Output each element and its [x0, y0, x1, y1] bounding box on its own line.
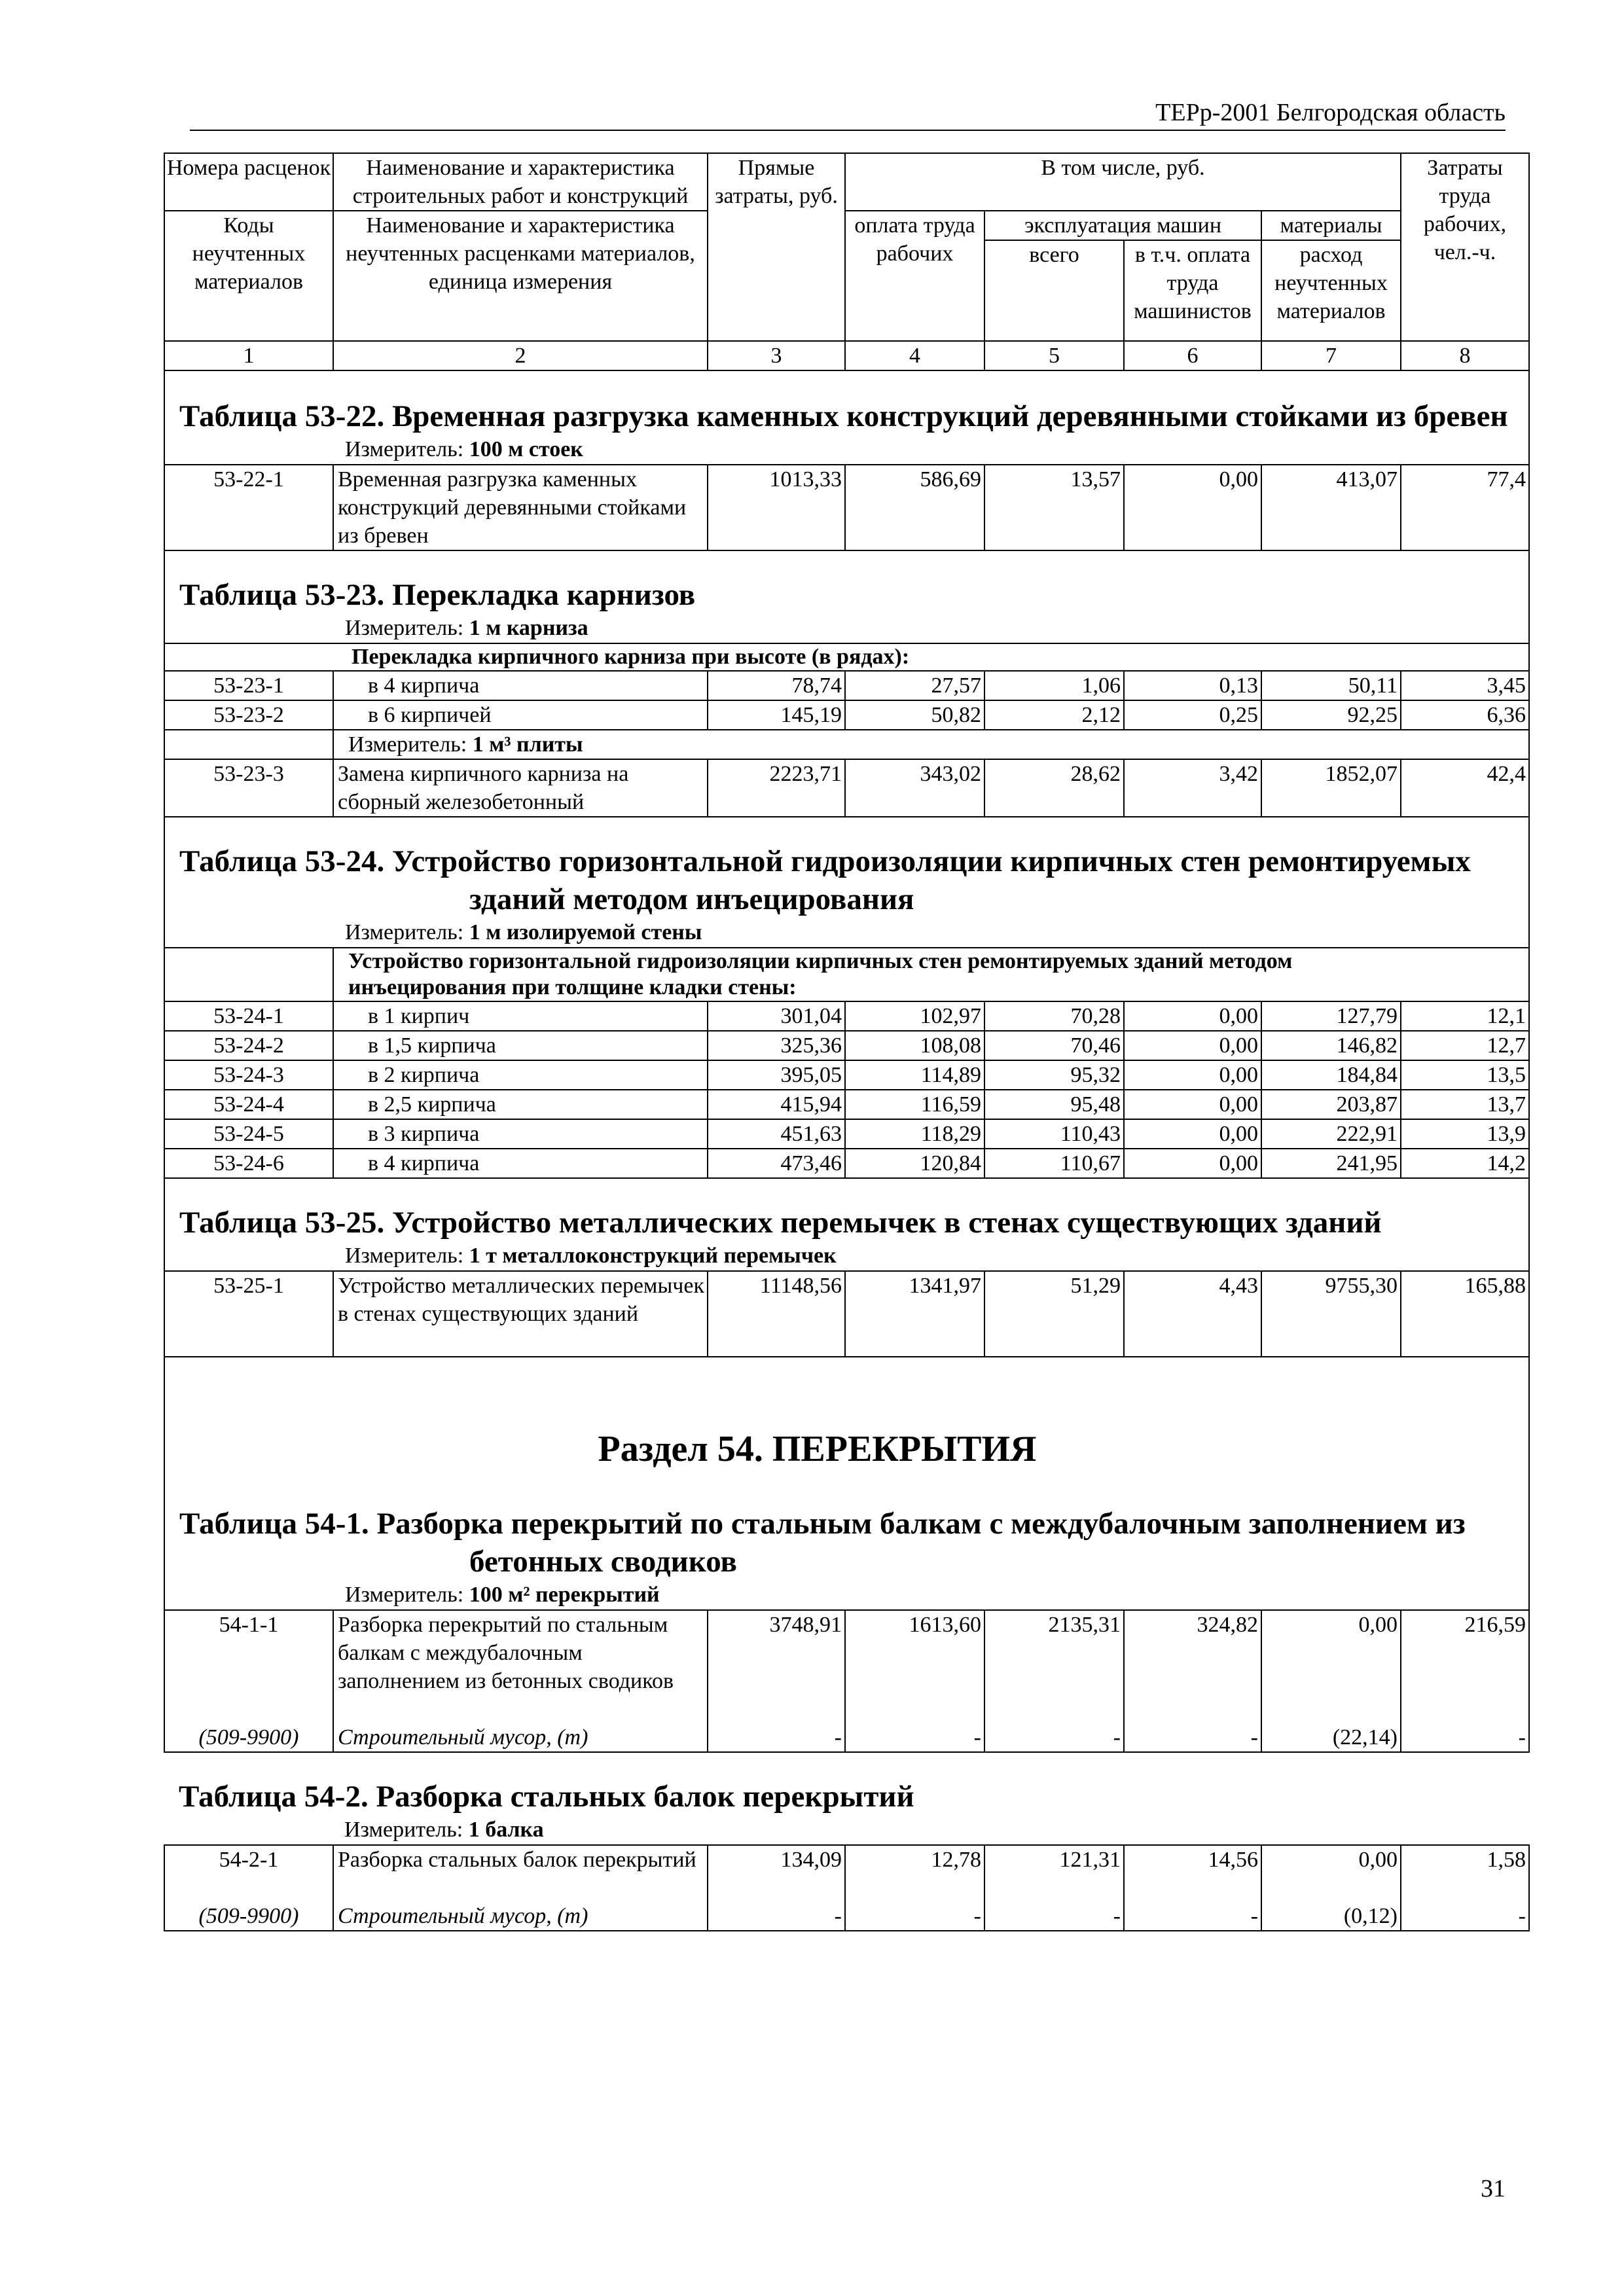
direct-costs: 415,94: [708, 1090, 845, 1119]
table-row: [164, 759, 1529, 817]
header-col1-bottom: Коды неучтенных материалов: [164, 211, 333, 341]
group-heading-row: [164, 643, 1529, 671]
page-number: 31: [1481, 2175, 1506, 2202]
direct-costs: 395,05: [708, 1060, 845, 1090]
rate-code: 53-24-1: [164, 1001, 333, 1031]
empty-cell: [164, 730, 333, 759]
measure-line: [165, 614, 1528, 643]
table-row: [164, 465, 1529, 550]
work-name: Временная разгрузка каменных конструкций деревянными стойками из бревен: [333, 465, 708, 550]
work-name: Разборка стальных балок перекрытий: [333, 1845, 708, 1902]
materials: 9755,30: [1261, 1271, 1401, 1357]
labor-hours: 13,7: [1401, 1090, 1529, 1119]
direct-costs: 78,74: [708, 671, 845, 700]
table-title: Таблица 53-22. Временная разгрузка каменных конструкций деревянными стойками из бревен: [179, 399, 1508, 433]
measure-line: [165, 435, 1528, 464]
header-machines-total: всего: [984, 240, 1124, 341]
labor-hours: 42,4: [1401, 759, 1529, 817]
worker-pay: 343,02: [845, 759, 984, 817]
operator-pay: 0,00: [1124, 1031, 1261, 1060]
worker-pay: 102,97: [845, 1001, 984, 1031]
labor-hours: -: [1401, 1723, 1529, 1752]
machines-total: 95,48: [984, 1090, 1124, 1119]
table-row: [164, 1271, 1529, 1357]
materials: 413,07: [1261, 465, 1401, 550]
header-col1-top: Номера расценок: [164, 153, 333, 211]
worker-pay: 50,82: [845, 700, 984, 730]
worker-pay: 118,29: [845, 1119, 984, 1149]
header-column-numbers: [164, 341, 1529, 370]
labor-hours: 3,45: [1401, 671, 1529, 700]
table-row: [164, 1090, 1529, 1119]
worker-pay: 116,59: [845, 1090, 984, 1119]
table-title: Таблица 53-23. Перекладка карнизов: [179, 578, 696, 612]
column-number: 8: [1401, 341, 1529, 370]
machines-total: 51,29: [984, 1271, 1124, 1357]
column-number: 3: [708, 341, 845, 370]
direct-costs: 451,63: [708, 1119, 845, 1149]
worker-pay: 1341,97: [845, 1271, 984, 1357]
work-name: в 2 кирпича: [333, 1060, 708, 1090]
labor-hours: 13,5: [1401, 1060, 1529, 1090]
machines-total: 13,57: [984, 465, 1124, 550]
materials: 127,79: [1261, 1001, 1401, 1031]
measure-label: Измеритель:: [344, 1818, 463, 1842]
rate-code: 54-2-1: [164, 1845, 333, 1902]
materials: 0,00: [1261, 1610, 1401, 1723]
machines-total: -: [984, 1723, 1124, 1752]
header-col2-bottom: Наименование и характеристика неучтенных расценками материалов, единица измерения: [333, 211, 708, 341]
measure-line: [165, 1242, 1528, 1270]
materials: 146,82: [1261, 1031, 1401, 1060]
direct-costs: 145,19: [708, 700, 845, 730]
machines-total: 110,43: [984, 1119, 1124, 1149]
table-row: [164, 1149, 1529, 1178]
column-number: 6: [1124, 341, 1261, 370]
machines-total: -: [984, 1902, 1124, 1931]
empty-cell: [164, 948, 333, 1001]
materials: 241,95: [1261, 1149, 1401, 1178]
machines-total: 70,46: [984, 1031, 1124, 1060]
labor-hours: 165,88: [1401, 1271, 1529, 1357]
operator-pay: -: [1124, 1902, 1261, 1931]
work-name: в 1,5 кирпича: [333, 1031, 708, 1060]
group-heading: Перекладка кирпичного карниза при высоте (в рядах):: [164, 643, 1529, 671]
table-53-22-heading: [164, 370, 1529, 465]
operator-pay: 324,82: [1124, 1610, 1261, 1723]
machines-total: 121,31: [984, 1845, 1124, 1902]
work-name: в 4 кирпича: [333, 671, 708, 700]
measure-unit: 1 м карниза: [469, 616, 588, 640]
materials: 184,84: [1261, 1060, 1401, 1090]
machines-total: 110,67: [984, 1149, 1124, 1178]
header-direct-costs: Прямые затраты, руб.: [708, 153, 845, 341]
operator-pay: 14,56: [1124, 1845, 1261, 1902]
table-row: [164, 1119, 1529, 1149]
labor-hours: 12,7: [1401, 1031, 1529, 1060]
header-machines: эксплуатация машин: [984, 211, 1261, 240]
materials: 0,00: [1261, 1845, 1401, 1902]
table-row: [164, 1031, 1529, 1060]
direct-costs: 1013,33: [708, 465, 845, 550]
table-53-23-heading: [164, 550, 1529, 643]
measure-unit: 1 м изолируемой стены: [469, 920, 702, 944]
labor-hours: 14,2: [1401, 1149, 1529, 1178]
operator-pay: 0,00: [1124, 1149, 1261, 1178]
header-materials: материалы: [1261, 211, 1401, 240]
table-row: [164, 1060, 1529, 1090]
labor-hours: 12,1: [1401, 1001, 1529, 1031]
machines-total: 2135,31: [984, 1610, 1124, 1723]
table-row: [164, 671, 1529, 700]
machines-total: 95,32: [984, 1060, 1124, 1090]
measure-unit: 1 т металлоконструкций перемычек: [469, 1244, 837, 1268]
rate-code: 53-23-2: [164, 700, 333, 730]
labor-hours: 77,4: [1401, 465, 1529, 550]
direct-costs: 301,04: [708, 1001, 845, 1031]
table-53-24-heading: [164, 817, 1529, 948]
table-53-25-heading: [164, 1178, 1529, 1271]
rate-code: 53-24-6: [164, 1149, 333, 1178]
measure-line: [165, 918, 1528, 947]
worker-pay: 120,84: [845, 1149, 984, 1178]
measure-line: [165, 1581, 1528, 1609]
labor-hours: 13,9: [1401, 1119, 1529, 1149]
worker-pay: 1613,60: [845, 1610, 984, 1723]
materials: 1852,07: [1261, 759, 1401, 817]
labor-hours: 6,36: [1401, 700, 1529, 730]
rate-code: 53-23-3: [164, 759, 333, 817]
worker-pay: 114,89: [845, 1060, 984, 1090]
labor-hours: 216,59: [1401, 1610, 1529, 1723]
labor-hours: 1,58: [1401, 1845, 1529, 1902]
work-name: Замена кирпичного карниза на сборный железобетонный: [333, 759, 708, 817]
materials: 92,25: [1261, 700, 1401, 730]
operator-pay: 0,00: [1124, 1060, 1261, 1090]
measure-unit: 1 м³ плиты: [472, 732, 583, 757]
measure-label: Измеритель:: [345, 1583, 464, 1607]
measure-unit: 100 м стоек: [469, 437, 583, 461]
header-operator-pay: в т.ч. оплата труда машинистов: [1124, 240, 1261, 341]
header-row-1: [164, 153, 1529, 211]
worker-pay: 12,78: [845, 1845, 984, 1902]
worker-pay: -: [845, 1723, 984, 1752]
material-name: Строительный мусор, (т): [333, 1902, 708, 1931]
measure-label: Измеритель:: [345, 437, 464, 461]
direct-costs: 2223,71: [708, 759, 845, 817]
operator-pay: 0,00: [1124, 1090, 1261, 1119]
material-name: Строительный мусор, (т): [333, 1723, 708, 1752]
column-number: 1: [164, 341, 333, 370]
section-title: Раздел 54. ПЕРЕКРЫТИЯ: [598, 1429, 1037, 1469]
operator-pay: 0,00: [1124, 465, 1261, 550]
column-number: 2: [333, 341, 708, 370]
header-worker-pay: оплата труда рабочих: [845, 211, 984, 341]
work-name: в 6 кирпичей: [333, 700, 708, 730]
unaccounted-material-row: [164, 1723, 1529, 1752]
material-code: (509-9900): [164, 1723, 333, 1752]
operator-pay: 3,42: [1124, 759, 1261, 817]
table-title: Таблица 54-1. Разборка перекрытий по стальным балкам с междубалочным заполнением из бетонных сводиков: [179, 1507, 1466, 1579]
measure-label: Измеритель:: [345, 616, 464, 640]
column-number: 4: [845, 341, 984, 370]
header-row-2: [164, 211, 1529, 240]
table-row: [164, 1845, 1529, 1902]
header-col2-top: Наименование и характеристика строительных работ и конструкций: [333, 153, 708, 211]
materials: 50,11: [1261, 671, 1401, 700]
material-consumption: (22,14): [1261, 1723, 1401, 1752]
labor-hours: -: [1401, 1902, 1529, 1931]
direct-costs: 3748,91: [708, 1610, 845, 1723]
group-heading-row: [164, 948, 1529, 1001]
running-head: ТЕРр-2001 Белгородская область: [1155, 99, 1506, 126]
operator-pay: -: [1124, 1723, 1261, 1752]
rate-code: 54-1-1: [164, 1610, 333, 1723]
table-row: [164, 700, 1529, 730]
worker-pay: -: [845, 1902, 984, 1931]
rate-code: 53-25-1: [164, 1271, 333, 1357]
header-including: В том числе, руб.: [845, 153, 1401, 211]
table-title: Таблица 53-25. Устройство металлических перемычек в стенах существующих зданий: [179, 1206, 1382, 1240]
worker-pay: 27,57: [845, 671, 984, 700]
work-name: в 3 кирпича: [333, 1119, 708, 1149]
measure-label: Измеритель:: [345, 1244, 464, 1268]
rate-code: 53-24-2: [164, 1031, 333, 1060]
column-number: 5: [984, 341, 1124, 370]
table-54-2-heading: [164, 1752, 1529, 1845]
rate-code: 53-24-3: [164, 1060, 333, 1090]
materials: 203,87: [1261, 1090, 1401, 1119]
operator-pay: 0,25: [1124, 700, 1261, 730]
measure-line: [333, 730, 1529, 759]
worker-pay: 108,08: [845, 1031, 984, 1060]
price-table: [164, 152, 1530, 1931]
price-document: [164, 152, 1528, 1931]
measure-line: [164, 1816, 1529, 1844]
column-number: 7: [1261, 341, 1401, 370]
direct-costs: 325,36: [708, 1031, 845, 1060]
worker-pay: 586,69: [845, 465, 984, 550]
work-name: в 4 кирпича: [333, 1149, 708, 1178]
machines-total: 1,06: [984, 671, 1124, 700]
header-rule: [190, 130, 1506, 131]
direct-costs: 473,46: [708, 1149, 845, 1178]
measure-unit: 100 м² перекрытий: [469, 1583, 660, 1607]
header-unaccounted-materials: расход неучтенных материалов: [1261, 240, 1401, 341]
rate-code: 53-24-4: [164, 1090, 333, 1119]
operator-pay: 0,13: [1124, 671, 1261, 700]
unaccounted-material-row: [164, 1902, 1529, 1931]
table-title: Таблица 54-2. Разборка стальных балок перекрытий: [179, 1780, 914, 1814]
rate-code: 53-24-5: [164, 1119, 333, 1149]
direct-costs: 11148,56: [708, 1271, 845, 1357]
work-name: Устройство металлических перемычек в стенах существующих зданий: [333, 1271, 708, 1357]
operator-pay: 0,00: [1124, 1001, 1261, 1031]
section-54-heading: [164, 1357, 1529, 1610]
operator-pay: 0,00: [1124, 1119, 1261, 1149]
header-labor-hours: Затраты труда рабочих, чел.-ч.: [1401, 153, 1529, 341]
rate-code: 53-22-1: [164, 465, 333, 550]
machines-total: 2,12: [984, 700, 1124, 730]
measure-label: Измеритель:: [348, 732, 467, 757]
direct-costs: 134,09: [708, 1845, 845, 1902]
measure-row: [164, 730, 1529, 759]
work-name: Разборка перекрытий по стальным балкам с междубалочным заполнением из бетонных сводиков: [333, 1610, 708, 1723]
direct-costs: -: [708, 1902, 845, 1931]
material-code: (509-9900): [164, 1902, 333, 1931]
group-heading: Устройство горизонтальной гидроизоляции кирпичных стен ремонтируемых зданий методом инъецирования при толщине кладки стены:: [333, 948, 1529, 1001]
direct-costs: -: [708, 1723, 845, 1752]
table-row: [164, 1610, 1529, 1723]
work-name: в 2,5 кирпича: [333, 1090, 708, 1119]
table-title: Таблица 53-24. Устройство горизонтальной гидроизоляции кирпичных стен ремонтируемых зданий методом инъецирования: [179, 844, 1471, 916]
rate-code: 53-23-1: [164, 671, 333, 700]
table-row: [164, 1001, 1529, 1031]
materials: 222,91: [1261, 1119, 1401, 1149]
measure-label: Измеритель:: [345, 920, 464, 944]
machines-total: 28,62: [984, 759, 1124, 817]
machines-total: 70,28: [984, 1001, 1124, 1031]
measure-unit: 1 балка: [468, 1818, 544, 1842]
work-name: в 1 кирпич: [333, 1001, 708, 1031]
material-consumption: (0,12): [1261, 1902, 1401, 1931]
operator-pay: 4,43: [1124, 1271, 1261, 1357]
